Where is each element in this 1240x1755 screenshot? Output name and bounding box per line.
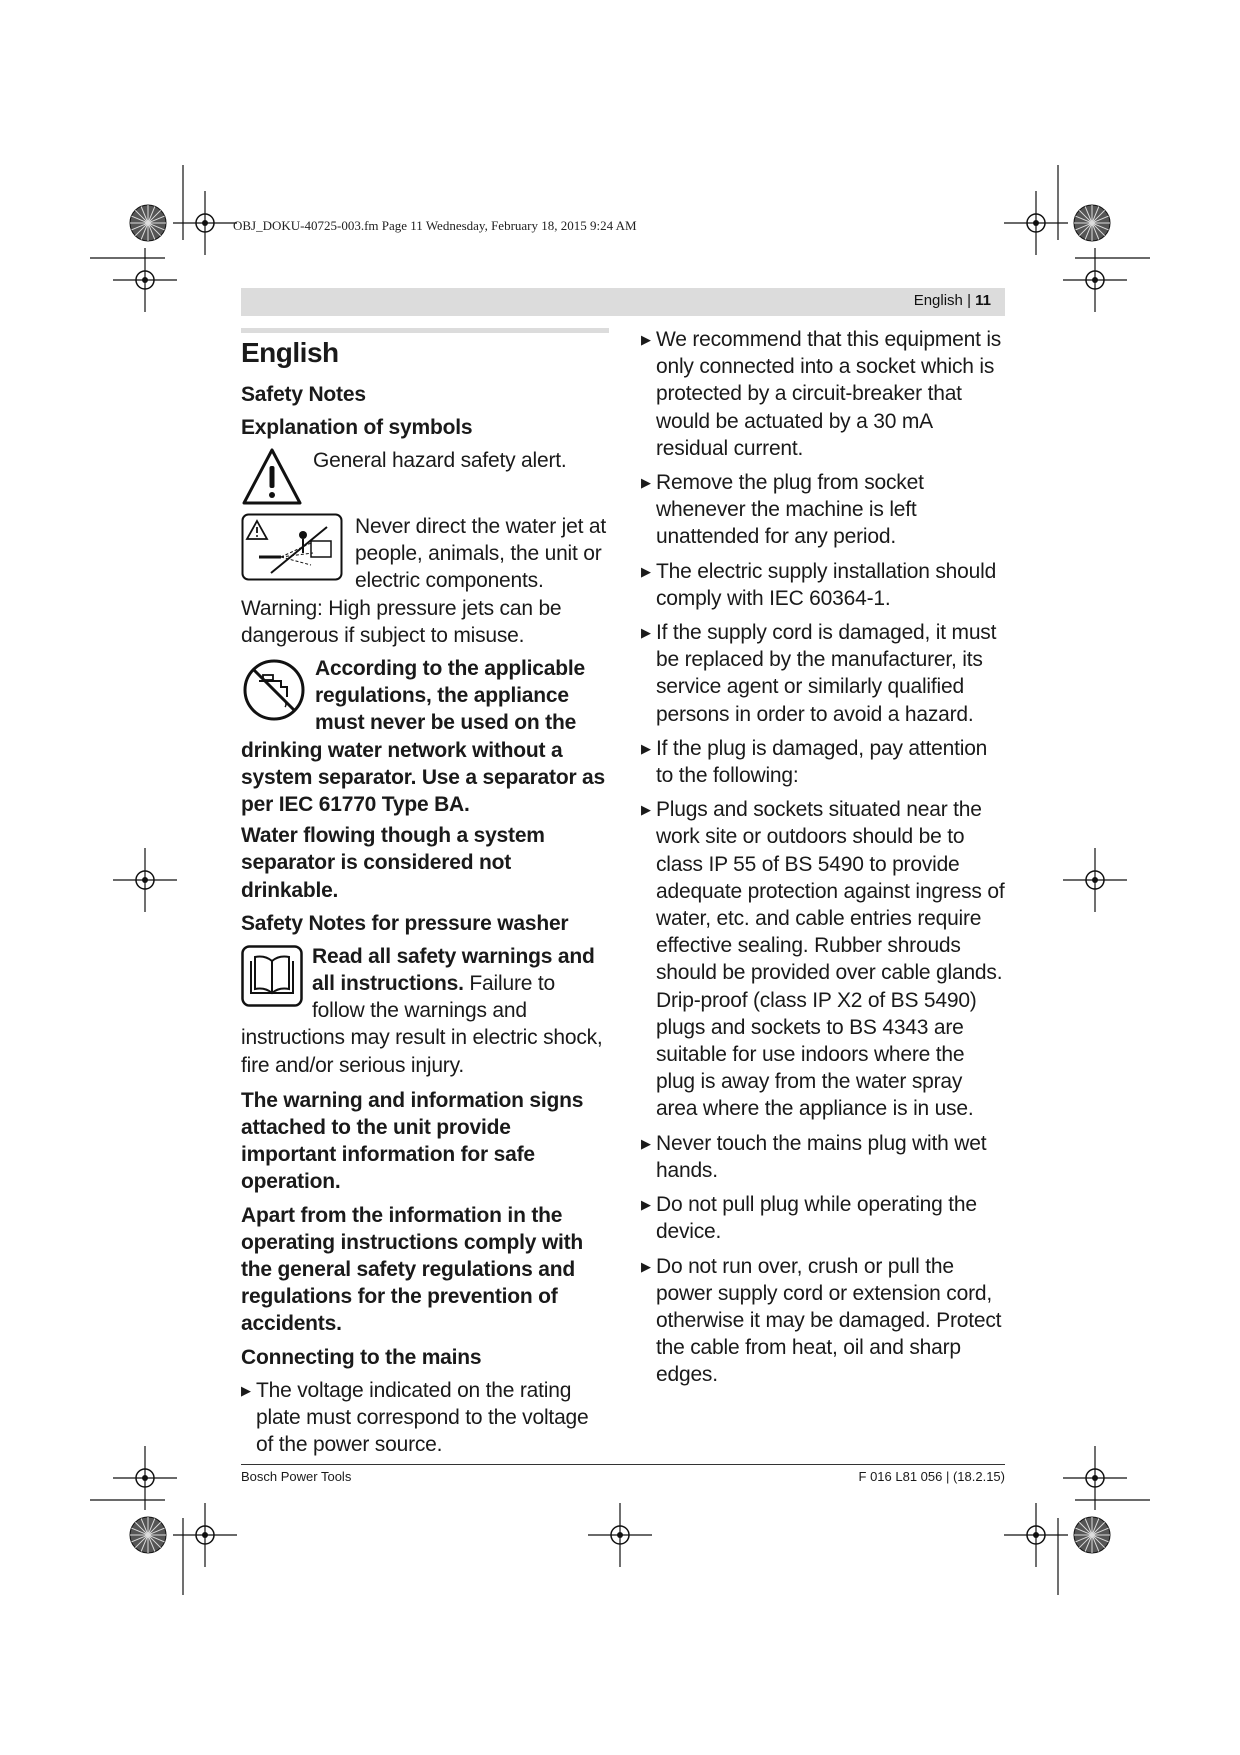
no-drinking-water-icon [241,657,307,723]
voltage-bullet-text: The voltage indicated on the rating plate must correspond to the voltage of the power source. [256,1378,589,1457]
read-all-rest: Failure to follow the warnings and instructions may result in electric shock, fire and/or serious injury. [241,972,603,1077]
warning-signs-text: The warning and information signs attached to the unit provide important information for safe operation. [241,1088,584,1194]
header-separator: | [967,292,971,309]
registration-mark-icon [588,1503,652,1567]
water-jet-text: Never direct the water jet at people, animals, the unit or electric components. [355,515,606,593]
list-item-text: We recommend that this equipment is only connected into a socket which is protected by a circuit-breaker that would be actuated by a 30 mA residual current. [656,328,1002,460]
list-item-text: Remove the plug from socket whenever the machine is left unattended for any period. [656,471,924,549]
page-header [914,292,991,309]
page-number: 11 [975,292,991,309]
list-item [641,796,1007,1122]
right-column [641,326,1007,1396]
footer-rule [241,1464,1005,1465]
list-item-text: Never touch the mains plug with wet hands. [656,1131,987,1182]
registration-mark-icon [1074,205,1110,241]
list-item [641,1253,1007,1389]
list-item [641,619,1007,728]
explanation-heading: Explanation of symbols [241,416,473,439]
hazard-text: General hazard safety alert. [313,449,567,472]
list-item [641,1191,1007,1245]
list-item [641,735,1007,789]
list-item-text: The electric supply installation should comply with IEC 60364-1. [656,559,997,610]
list-item-text: Plugs and sockets situated near the work site or outdoors should be to class IP 55 of BS 5490 to provide adequate protection against ingress of water, etc. and cable entries require effective sealing. Rubber shrouds should be provided over cable glands. Drip-proof (class IP X2 of BS 5490) plugs and sockets to BS 4343 are suitable for use indoors where the plug is away from the water spray area where the appliance is in use. [656,798,1005,1121]
footer-brand: Bosch Power Tools [241,1469,352,1484]
registration-mark-icon [113,848,177,912]
hazard-symbol-row [241,447,609,507]
read-manual-icon [241,945,303,1007]
list-item-text: Do not pull plug while operating the device. [656,1193,977,1244]
list-item [641,1130,1007,1184]
list-item [641,469,1007,551]
header-language: English [913,292,963,309]
title-rule [241,328,609,333]
voltage-bullet [241,1377,609,1459]
left-column [241,328,609,1465]
list-item-text: If the plug is damaged, pay attention to the following: [656,736,988,788]
hazard-triangle-icon [241,447,303,507]
read-all-block [241,943,609,1079]
warning-text: Warning: High pressure jets can be dangerous if subject to misuse. [241,596,562,647]
list-item [641,326,1007,462]
list-item-text: If the supply cord is damaged, it must be replaced by the manufacturer, its service agent or similarly qualified persons in order to avoid a hazard. [656,621,997,726]
connecting-heading: Connecting to the mains [241,1345,482,1369]
drinking-water-text: According to the applicable regulations, the appliance must never be used on the drinking water network without a system separator. Use a separator as per IEC 61770 Type BA. [241,657,606,817]
read-all-bold: Read all safety warnings and all instructions. [312,944,595,996]
water-flowing-text: Water flowing though a system separator is considered not drinkable. [241,824,545,902]
list-item [641,558,1007,612]
page-title: English [241,337,339,368]
registration-mark-icon [130,205,166,241]
pressure-washer-heading: Safety Notes for pressure washer [241,911,569,935]
registration-mark-icon [1074,1517,1110,1553]
water-jet-warning-icon [241,513,343,581]
page-header-bar [241,288,1005,316]
water-jet-symbol-row [241,513,609,595]
safety-notes-heading: Safety Notes [241,383,366,406]
footer-doc-number: F 016 L81 056 | (18.2.15) [858,1469,1005,1484]
print-info: OBJ_DOKU-40725-003.fm Page 11 Wednesday, February 18, 2015 9:24 AM [233,218,637,233]
list-item-text: Do not run over, crush or pull the power supply cord or extension cord, otherwise it may be damaged. Protect the cable from heat, oil and sharp edges. [656,1254,1002,1387]
apart-from-text: Apart from the information in the operating instructions comply with the general safety regulations and regulations for the prevention of accidents. [241,1203,584,1336]
registration-mark-icon [130,1517,166,1553]
drinking-water-block [241,655,609,818]
registration-mark-icon [1063,848,1127,912]
